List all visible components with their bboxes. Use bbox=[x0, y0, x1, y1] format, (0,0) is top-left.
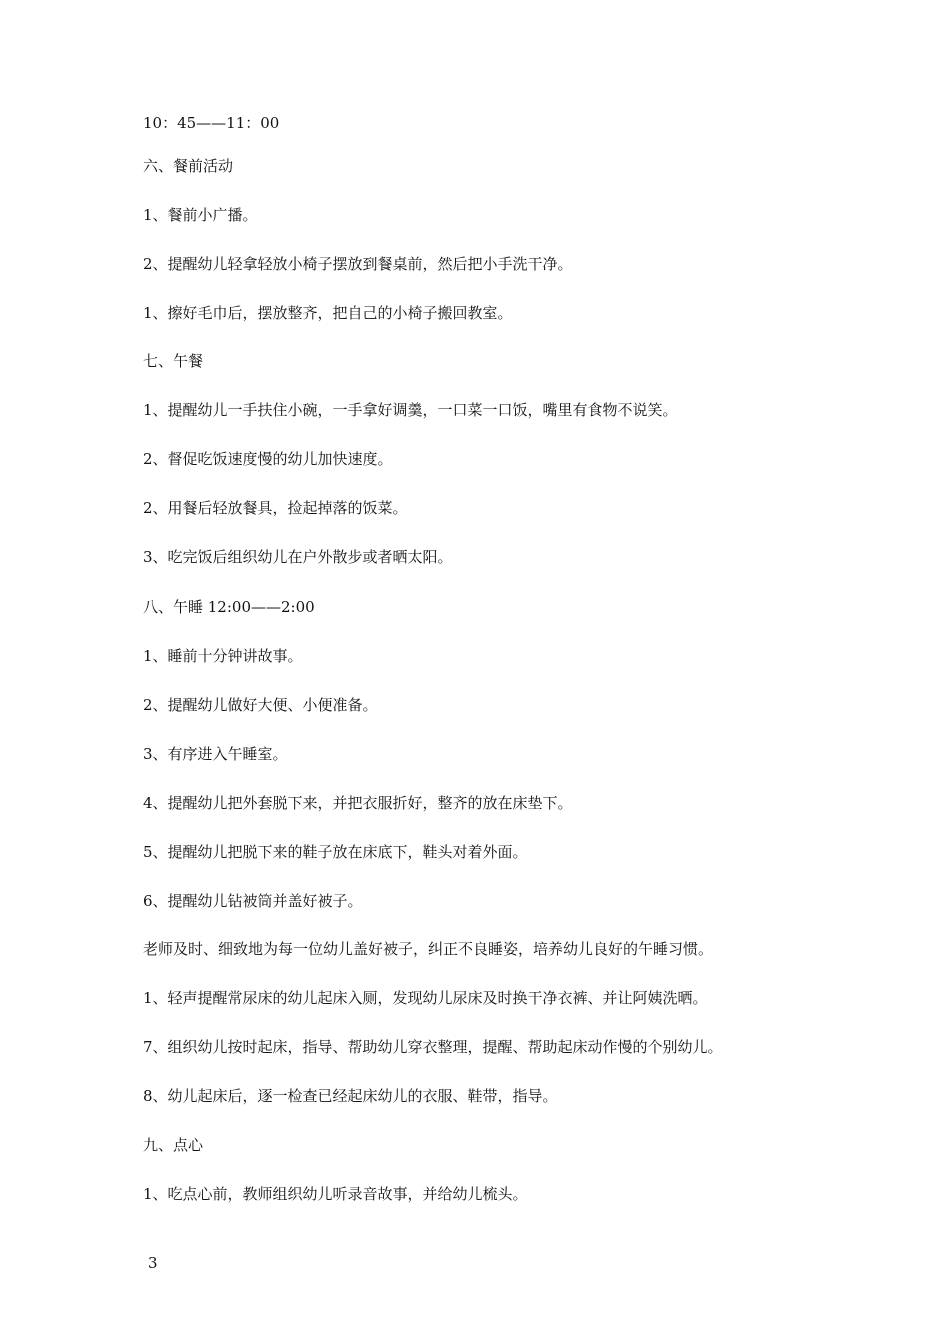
time-range-line: 10：45——11：00 bbox=[143, 114, 280, 132]
section-heading-lunch: 七、午餐 bbox=[143, 352, 204, 370]
paragraph-line: 1、睡前十分钟讲故事。 bbox=[143, 647, 303, 665]
paragraph-line: 7、组织幼儿按时起床，指导、帮助幼儿穿衣整理，提醒、帮助起床动作慢的个别幼儿。 bbox=[143, 1038, 723, 1056]
paragraph-line: 2、用餐后轻放餐具，捡起掉落的饭菜。 bbox=[143, 499, 408, 517]
paragraph-line: 1、餐前小广播。 bbox=[143, 206, 258, 224]
paragraph-line: 1、提醒幼儿一手扶住小碗，一手拿好调羹，一口菜一口饭，嘴里有食物不说笑。 bbox=[143, 401, 678, 419]
paragraph-line: 4、提醒幼儿把外套脱下来，并把衣服折好，整齐的放在床垫下。 bbox=[143, 794, 573, 812]
section-heading-nap: 八、午睡 12:00——2:00 bbox=[143, 598, 315, 616]
paragraph-line: 2、督促吃饭速度慢的幼儿加快速度。 bbox=[143, 450, 393, 468]
paragraph-line: 1、擦好毛巾后，摆放整齐，把自己的小椅子搬回教室。 bbox=[143, 304, 513, 322]
paragraph-line: 3、有序进入午睡室。 bbox=[143, 745, 288, 763]
paragraph-line: 5、提醒幼儿把脱下来的鞋子放在床底下，鞋头对着外面。 bbox=[143, 843, 528, 861]
paragraph-line: 老师及时、细致地为每一位幼儿盖好被子，纠正不良睡姿，培养幼儿良好的午睡习惯。 bbox=[143, 940, 714, 958]
paragraph-line: 6、提醒幼儿钻被筒并盖好被子。 bbox=[143, 892, 363, 910]
page-number: 3 bbox=[148, 1254, 158, 1272]
paragraph-line: 2、提醒幼儿轻拿轻放小椅子摆放到餐桌前，然后把小手洗干净。 bbox=[143, 255, 573, 273]
paragraph-line: 3、吃完饭后组织幼儿在户外散步或者晒太阳。 bbox=[143, 548, 453, 566]
paragraph-line: 1、轻声提醒常尿床的幼儿起床入厕，发现幼儿尿床及时换干净衣裤、并让阿姨洗晒。 bbox=[143, 989, 708, 1007]
section-heading-snack: 九、点心 bbox=[143, 1136, 204, 1154]
section-heading-pre-meal: 六、餐前活动 bbox=[143, 157, 234, 175]
paragraph-line: 1、吃点心前，教师组织幼儿听录音故事，并给幼儿梳头。 bbox=[143, 1185, 528, 1203]
paragraph-line: 2、提醒幼儿做好大便、小便准备。 bbox=[143, 696, 378, 714]
paragraph-line: 8、幼儿起床后，逐一检查已经起床幼儿的衣服、鞋带，指导。 bbox=[143, 1087, 558, 1105]
